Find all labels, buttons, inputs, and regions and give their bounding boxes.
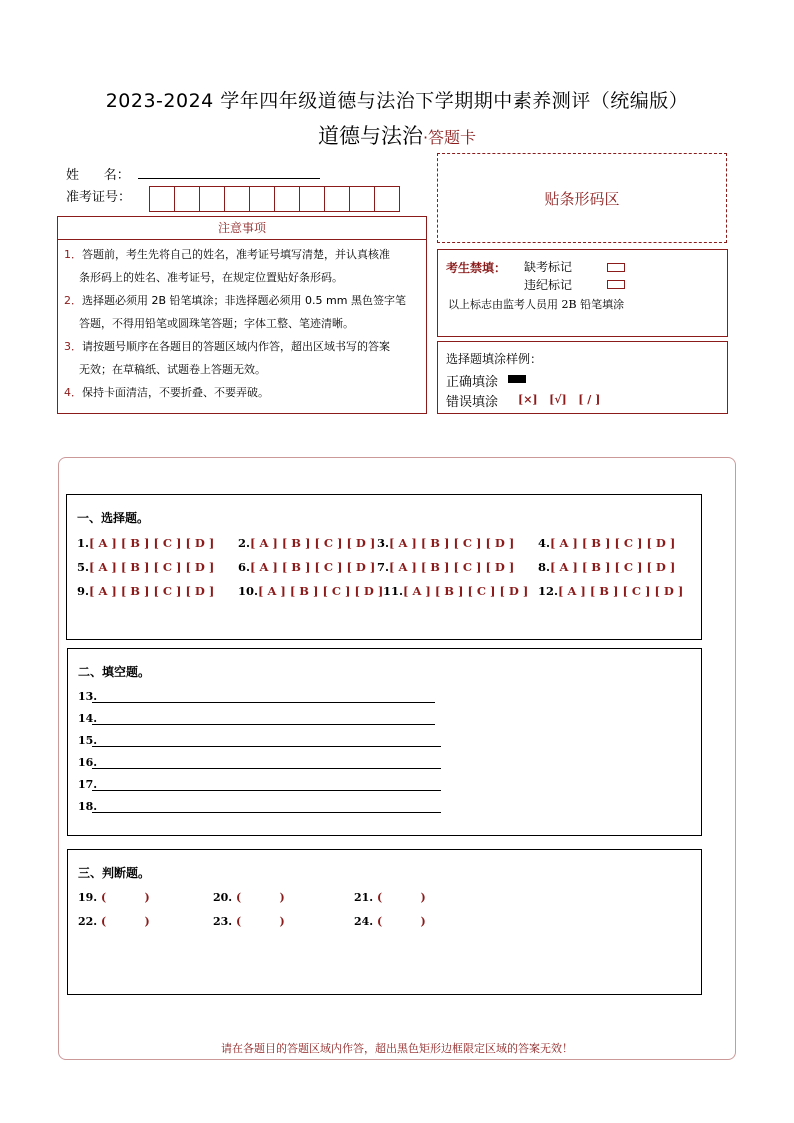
notice-item-continued: 无效；在草稿纸、试题卷上答题无效。 bbox=[79, 363, 266, 376]
exam-title: 2023-2024 学年四年级道德与法治下学期期中素养测评（统编版） bbox=[105, 90, 689, 112]
answer-options[interactable]: [ A ] [ B ] [ C ] [ D ] bbox=[89, 536, 215, 550]
answer-parentheses[interactable]: ( ) bbox=[376, 915, 426, 928]
question-number: 14. bbox=[78, 712, 98, 725]
question-number: 7. bbox=[377, 560, 390, 574]
question-number: 9. bbox=[77, 584, 90, 598]
fill-question[interactable] bbox=[78, 712, 97, 725]
answer-parentheses[interactable]: ( ) bbox=[235, 891, 285, 904]
mc-question[interactable] bbox=[77, 560, 214, 574]
id-digit-box[interactable] bbox=[349, 186, 375, 212]
id-digit-box[interactable] bbox=[199, 186, 225, 212]
tf-question[interactable] bbox=[213, 891, 285, 904]
question-number: 23. bbox=[213, 915, 233, 928]
mc-question[interactable] bbox=[377, 560, 514, 574]
question-number: 17. bbox=[78, 778, 98, 791]
absent-mark-label: 缺考标记 bbox=[524, 260, 573, 274]
correct-fill-label: 正确填涂 bbox=[446, 375, 499, 390]
barcode-area bbox=[437, 153, 727, 243]
true-false-section bbox=[67, 849, 702, 995]
answer-parentheses[interactable]: ( ) bbox=[100, 891, 150, 904]
fill-sample-box bbox=[437, 341, 728, 414]
answer-options[interactable]: [ A ] [ B ] [ C ] [ D ] bbox=[550, 536, 676, 550]
question-number: 2. bbox=[238, 536, 251, 550]
mc-question[interactable] bbox=[538, 560, 675, 574]
answer-line[interactable] bbox=[92, 768, 441, 769]
answer-parentheses[interactable]: ( ) bbox=[100, 915, 150, 928]
id-number-boxes[interactable] bbox=[150, 186, 400, 210]
notice-item bbox=[64, 335, 420, 381]
mc-question[interactable] bbox=[377, 536, 514, 550]
fill-question[interactable] bbox=[78, 800, 97, 813]
id-digit-box[interactable] bbox=[249, 186, 275, 212]
notice-title: 注意事项 bbox=[58, 217, 426, 240]
answer-line[interactable] bbox=[92, 724, 435, 725]
proctor-only-box bbox=[437, 249, 728, 337]
notice-item-number: 1． bbox=[64, 248, 82, 261]
answer-options[interactable]: [ A ] [ B ] [ C ] [ D ] bbox=[389, 560, 515, 574]
fill-question[interactable] bbox=[78, 778, 97, 791]
answer-parentheses[interactable]: ( ) bbox=[235, 915, 285, 928]
tf-question[interactable] bbox=[78, 891, 150, 904]
id-digit-box[interactable] bbox=[174, 186, 200, 212]
tf-question[interactable] bbox=[354, 915, 426, 928]
question-number: 3. bbox=[377, 536, 390, 550]
mc-question[interactable] bbox=[538, 584, 683, 598]
card-title bbox=[0, 120, 794, 150]
answer-options[interactable]: [ A ] [ B ] [ C ] [ D ] bbox=[250, 560, 376, 574]
sample-title: 选择题填涂样例： bbox=[446, 352, 543, 366]
tf-question[interactable] bbox=[78, 915, 150, 928]
subject-name: 道德与法治 bbox=[317, 124, 423, 148]
question-number: 16. bbox=[78, 756, 98, 769]
id-digit-box[interactable] bbox=[149, 186, 175, 212]
id-digit-box[interactable] bbox=[299, 186, 325, 212]
notice-item bbox=[64, 381, 420, 404]
answer-options[interactable]: [ A ] [ B ] [ C ] [ D ] bbox=[89, 560, 215, 574]
notice-item-text: 保持卡面清洁，不要折叠、不要弄破。 bbox=[82, 386, 269, 399]
footer-warning: 请在各题目的答题区域内作答，超出黑色矩形边框限定区域的答案无效！ bbox=[221, 1042, 573, 1055]
forbidden-label: 考生禁填： bbox=[446, 261, 507, 275]
answer-options[interactable]: [ A ] [ B ] [ C ] [ D ] bbox=[389, 536, 515, 550]
question-number: 4. bbox=[538, 536, 551, 550]
question-number: 18. bbox=[78, 800, 98, 813]
id-label: 准考证号： bbox=[66, 190, 132, 205]
mc-question[interactable] bbox=[383, 584, 528, 598]
answer-options[interactable]: [ A ] [ B ] [ C ] [ D ] bbox=[89, 584, 215, 598]
notice-item-text: 答题前，考生先将自己的姓名，准考证号填写清楚，并认真核准 bbox=[82, 248, 390, 261]
wrong-fill-label: 错误填涂 bbox=[446, 395, 499, 410]
notice-item-number: 4． bbox=[64, 386, 82, 399]
question-number: 10. bbox=[238, 584, 259, 598]
id-digit-box[interactable] bbox=[374, 186, 400, 212]
notice-box bbox=[57, 216, 427, 414]
answer-options[interactable]: [ A ] [ B ] [ C ] [ D ] bbox=[258, 584, 384, 598]
question-number: 6. bbox=[238, 560, 251, 574]
answer-line[interactable] bbox=[92, 702, 435, 703]
fill-question[interactable] bbox=[78, 734, 97, 747]
violation-mark-label: 违纪标记 bbox=[524, 278, 573, 292]
question-number: 11. bbox=[383, 584, 404, 598]
fill-in-section bbox=[67, 648, 702, 836]
question-number: 20. bbox=[213, 891, 233, 904]
tf-question[interactable] bbox=[213, 915, 285, 928]
question-number: 24. bbox=[354, 915, 374, 928]
notice-item-continued: 答题，不得用铅笔或圆珠笔答题；字体工整、笔迹清晰。 bbox=[79, 317, 354, 330]
violation-mark-box[interactable] bbox=[607, 280, 625, 289]
notice-item-continued: 条形码上的姓名、准考证号，在规定位置贴好条形码。 bbox=[79, 271, 343, 284]
answer-line[interactable] bbox=[92, 790, 441, 791]
absent-mark-box[interactable] bbox=[607, 263, 625, 272]
notice-item-text: 请按题号顺序在各题目的答题区域内作答，超出区域书写的答案 bbox=[82, 340, 390, 353]
answer-options[interactable]: [ A ] [ B ] [ C ] [ D ] bbox=[558, 584, 684, 598]
question-number: 12. bbox=[538, 584, 559, 598]
id-digit-box[interactable] bbox=[324, 186, 350, 212]
question-number: 15. bbox=[78, 734, 98, 747]
notice-item-number: 2． bbox=[64, 294, 82, 307]
mc-question[interactable] bbox=[77, 536, 214, 550]
section-title: 三、判断题。 bbox=[78, 866, 151, 880]
card-subtitle: ·答题卡 bbox=[422, 128, 477, 147]
barcode-label: 贴条形码区 bbox=[544, 189, 620, 208]
fill-question[interactable] bbox=[78, 756, 97, 769]
notice-item-text: 选择题必须用 2B 铅笔填涂；非选择题必须用 0.5 mm 黑色签字笔 bbox=[82, 294, 406, 307]
question-number: 8. bbox=[538, 560, 551, 574]
fill-question[interactable] bbox=[78, 690, 97, 703]
correct-fill-mark bbox=[508, 375, 526, 383]
mc-question[interactable] bbox=[77, 584, 214, 598]
question-number: 22. bbox=[78, 915, 98, 928]
notice-item bbox=[64, 289, 420, 335]
id-digit-box[interactable] bbox=[274, 186, 300, 212]
mc-question[interactable] bbox=[238, 584, 383, 598]
answer-options[interactable]: [ A ] [ B ] [ C ] [ D ] bbox=[250, 536, 376, 550]
section-title: 二、填空题。 bbox=[78, 665, 151, 679]
question-number: 5. bbox=[77, 560, 90, 574]
mc-question[interactable] bbox=[238, 560, 375, 574]
answer-options[interactable]: [ A ] [ B ] [ C ] [ D ] bbox=[403, 584, 529, 598]
section-title: 一、选择题。 bbox=[77, 511, 150, 525]
answer-options[interactable]: [ A ] [ B ] [ C ] [ D ] bbox=[550, 560, 676, 574]
notice-item bbox=[64, 243, 420, 289]
multiple-choice-section bbox=[66, 494, 702, 640]
question-number: 19. bbox=[78, 891, 98, 904]
name-field[interactable] bbox=[138, 178, 320, 179]
question-number: 1. bbox=[77, 536, 90, 550]
proctor-note: 以上标志由监考人员用 2B 铅笔填涂 bbox=[448, 298, 625, 311]
id-digit-box[interactable] bbox=[224, 186, 250, 212]
mc-question[interactable] bbox=[238, 536, 375, 550]
answer-line[interactable] bbox=[92, 812, 441, 813]
question-number: 21. bbox=[354, 891, 374, 904]
question-number: 13. bbox=[78, 690, 98, 703]
answer-parentheses[interactable]: ( ) bbox=[376, 891, 426, 904]
wrong-fill-marks: [×] [√] [ / ] bbox=[518, 393, 601, 406]
name-label: 姓 名： bbox=[66, 168, 130, 183]
notice-item-number: 3． bbox=[64, 340, 82, 353]
answer-line[interactable] bbox=[92, 746, 441, 747]
tf-question[interactable] bbox=[354, 891, 426, 904]
mc-question[interactable] bbox=[538, 536, 675, 550]
